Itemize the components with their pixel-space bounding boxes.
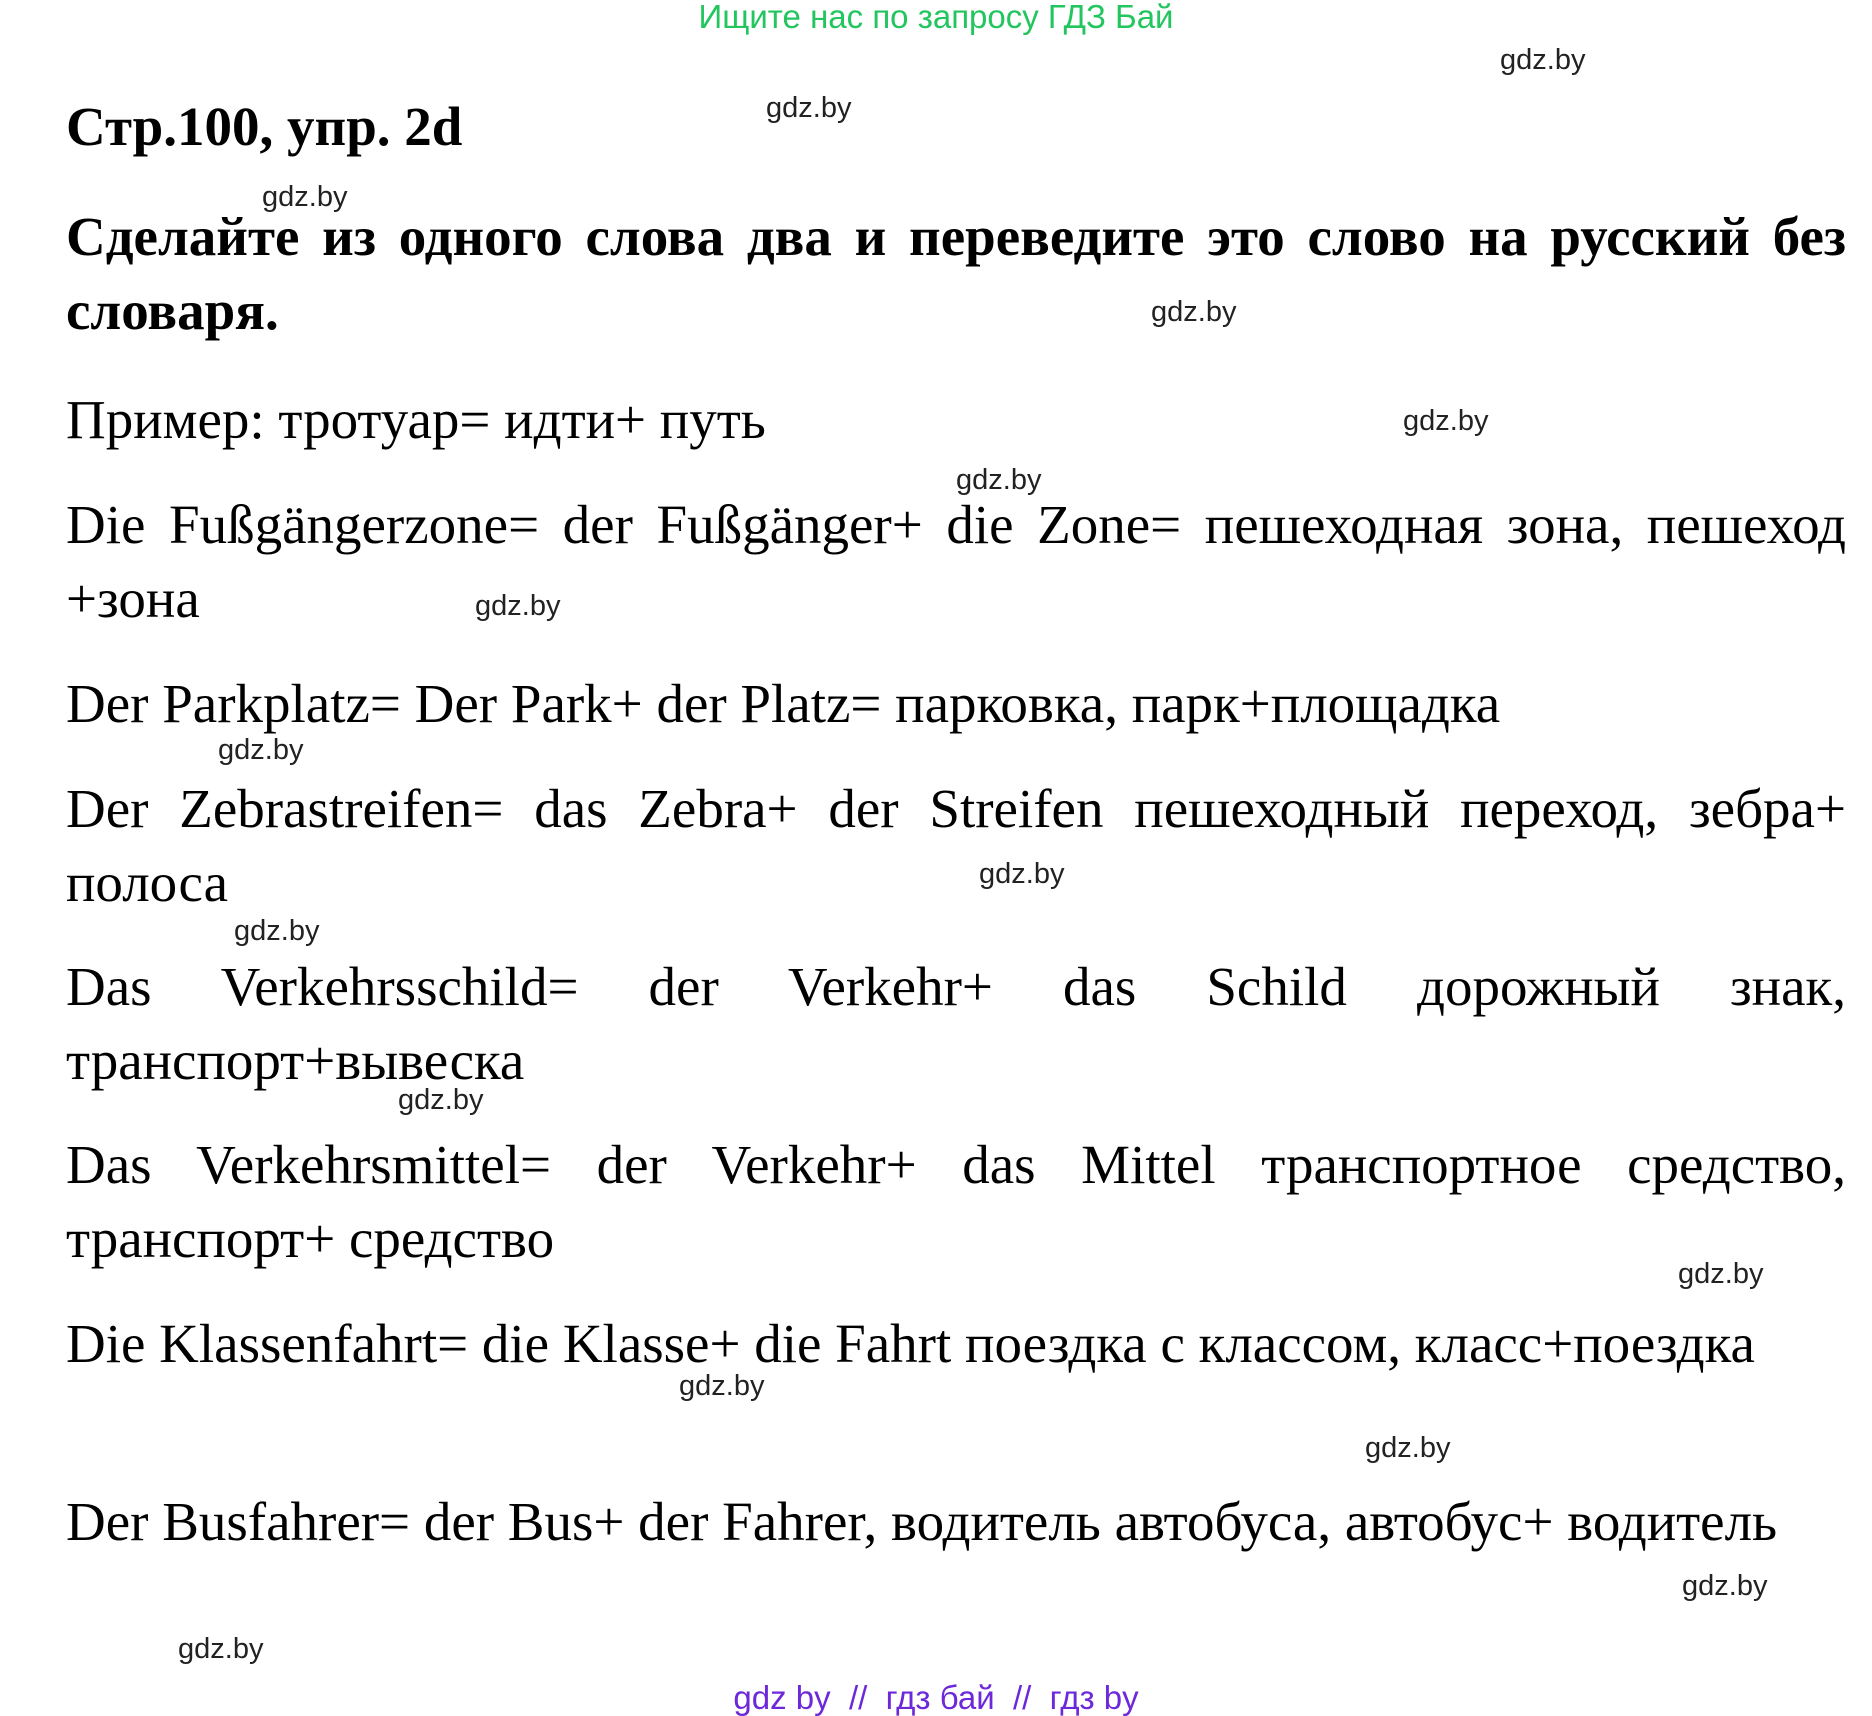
watermark: gdz.by [766, 92, 852, 124]
watermark: gdz.by [1678, 1258, 1764, 1290]
entry-klassenfahrt: Die Klassenfahrt= die Klasse+ die Fahrt поездка с классом, класс+поездка [66, 1313, 1755, 1374]
top-banner: Ищите нас по запросу ГДЗ Бай [698, 0, 1174, 35]
example-line: Пример: тротуар= идти+ путь [66, 389, 766, 450]
watermark: gdz.by [262, 181, 348, 213]
watermark: gdz.by [1151, 296, 1237, 328]
footer-links: gdz by // гдз бай // гдз by [733, 1679, 1139, 1716]
watermark: gdz.by [956, 464, 1042, 496]
entry-verkehrsschild: Das Verkehrsschild= der Verkehr+ das Schild дорожный знак, транспорт+вывеска [66, 956, 1846, 1091]
watermark: gdz.by [979, 858, 1065, 890]
watermark: gdz.by [218, 734, 304, 766]
watermark: gdz.by [1682, 1570, 1768, 1602]
watermark: gdz.by [679, 1370, 765, 1402]
entry-parkplatz: Der Parkplatz= Der Park+ der Platz= парковка, парк+площадка [66, 673, 1501, 734]
watermark: gdz.by [398, 1084, 484, 1116]
watermark: gdz.by [1500, 44, 1586, 76]
watermark: gdz.by [178, 1633, 264, 1665]
watermark: gdz.by [234, 915, 320, 947]
watermark: gdz.by [1403, 405, 1489, 437]
watermark: gdz.by [475, 590, 561, 622]
watermark: gdz.by [1365, 1432, 1451, 1464]
page-title: Стр.100, упр. 2d [66, 96, 463, 157]
task-instruction: Сделайте из одного слова два и переведите это слово на русский без словаря. [66, 206, 1846, 341]
entry-zebrastreifen: Der Zebrastreifen= das Zebra+ der Streifen пешеходный переход, зебра+ полоса [66, 778, 1846, 913]
entry-verkehrsmittel: Das Verkehrsmittel= der Verkehr+ das Mittel транспортное средство, транспорт+ средство [66, 1134, 1846, 1269]
entry-fussgaengerzone: Die Fußgängerzone= der Fußgänger+ die Zone= пешеходная зона, пешеход +зона [66, 494, 1846, 629]
entry-busfahrer: Der Busfahrer= der Bus+ der Fahrer, водитель автобуса, автобус+ водитель [66, 1491, 1778, 1552]
